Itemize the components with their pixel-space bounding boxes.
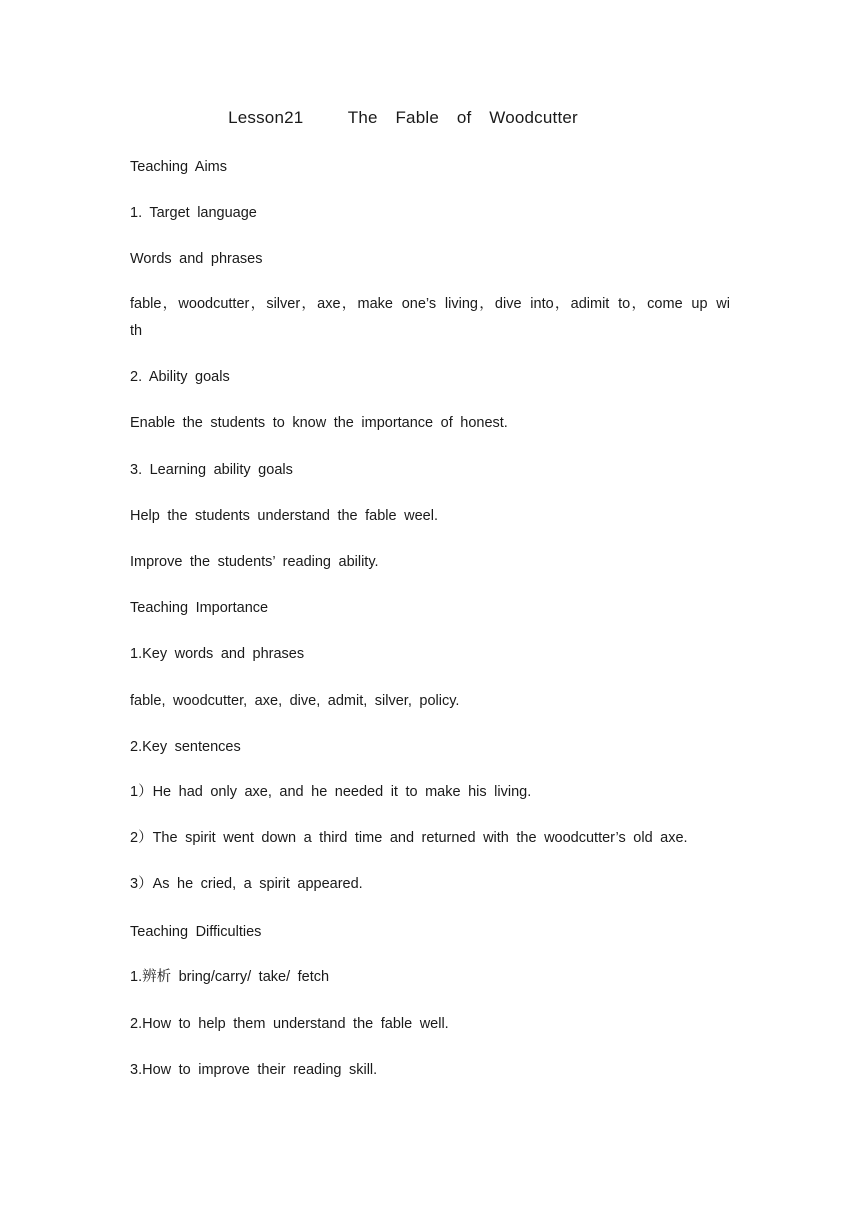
- subheading-key-words: 1.Key words and phrases: [130, 646, 305, 662]
- subheading-words-and-phrases: Words and phrases: [130, 251, 263, 267]
- difficulty-item-2: 2.How to help them understand the fable well.: [130, 1016, 449, 1032]
- key-sentence-2: 2）The spirit went down a third time and returned with the woodcutter’s old axe.: [130, 830, 688, 846]
- paragraph-key-words: fable, woodcutter, axe, dive, admit, silver, policy.: [130, 693, 460, 709]
- subheading-learning-ability-goals: 3. Learning ability goals: [130, 462, 293, 478]
- difficulty-item-1: 1.辨析 bring/carry/ take/ fetch: [130, 969, 330, 985]
- document-title: Lesson21 The Fable of Woodcutter: [228, 108, 578, 127]
- section-heading-teaching-aims: Teaching Aims: [130, 159, 227, 175]
- vocabulary-line-1: fable，woodcutter，silver，axe，make one’s living，dive into，adimit to，come up wi: [130, 296, 730, 312]
- difficulty-item-3: 3.How to improve their reading skill.: [130, 1062, 378, 1078]
- subheading-key-sentences: 2.Key sentences: [130, 739, 241, 755]
- section-heading-teaching-importance: Teaching Importance: [130, 600, 269, 616]
- subheading-target-language: 1. Target language: [130, 205, 257, 221]
- paragraph-ability-goal: Enable the students to know the importance of honest.: [130, 415, 508, 431]
- vocabulary-line-2: th: [130, 323, 143, 339]
- vocabulary-paragraph: [130, 291, 730, 345]
- key-sentence-1: 1）He had only axe, and he needed it to make his living.: [130, 784, 532, 800]
- paragraph-learning-goal-2: Improve the students’ reading ability.: [130, 554, 379, 570]
- section-heading-teaching-difficulties: Teaching Difficulties: [130, 924, 262, 940]
- paragraph-learning-goal-1: Help the students understand the fable weel.: [130, 508, 438, 524]
- key-sentence-3: 3）As he cried, a spirit appeared.: [130, 876, 363, 892]
- subheading-ability-goals: 2. Ability goals: [130, 369, 230, 385]
